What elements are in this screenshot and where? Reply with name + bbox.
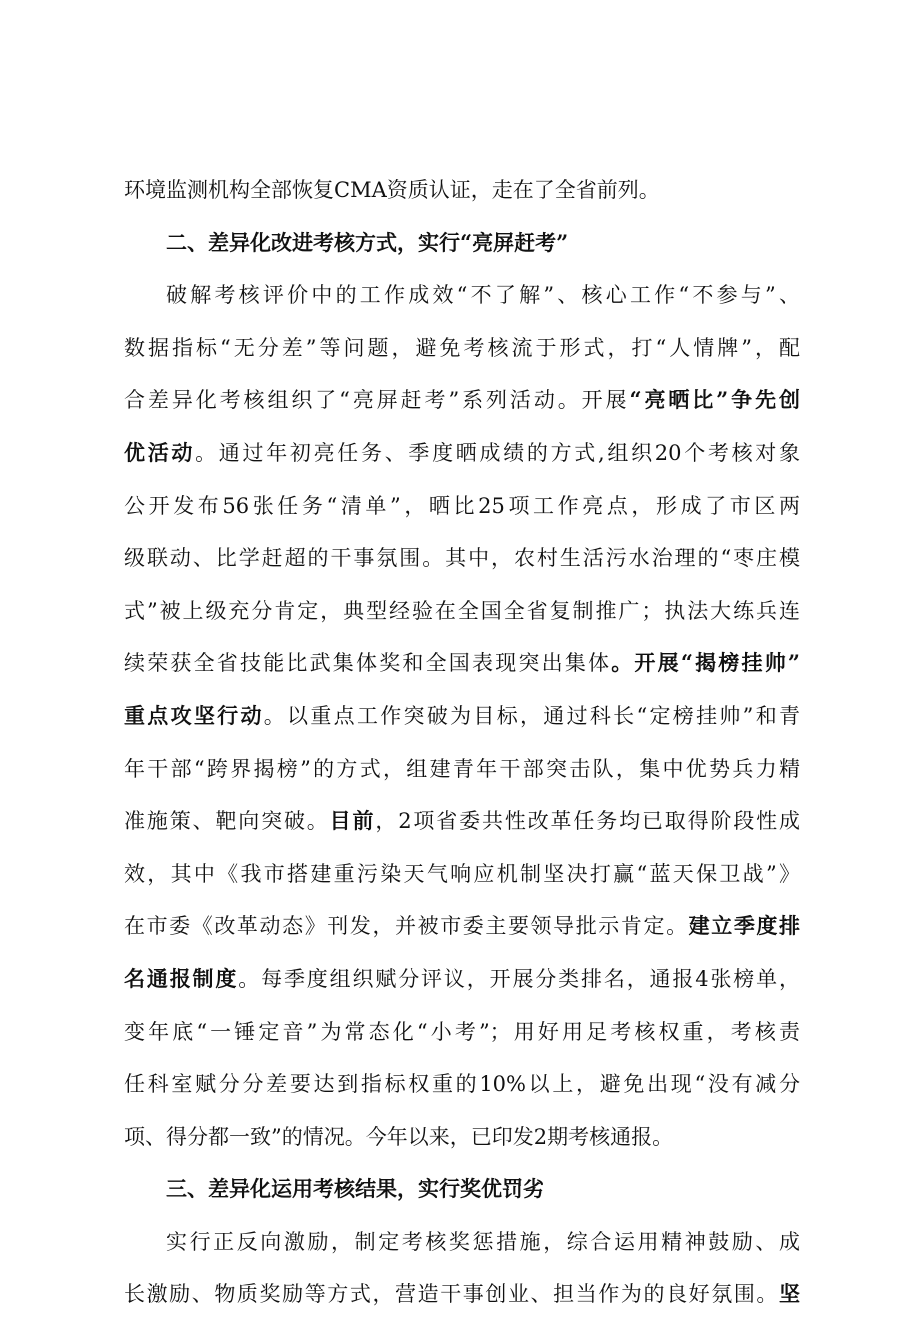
paragraph-line: 级联动、比学赶超的干事氛围。其中，农村生活污水治理的“枣庄模 <box>124 546 800 571</box>
paragraph-line: 公开发布56张任务“清单”，晒比25项工作亮点，形成了市区两 <box>124 493 800 518</box>
paragraph-line: 在市委《改革动态》刊发，并被市委主要领导批示肯定。建立季度排 <box>124 913 801 939</box>
bold-text: 名通报制度 <box>124 965 239 991</box>
paragraph-line: 优活动。通过年初亮任务、季度晒成绩的方式,组织20个考核对象 <box>124 439 800 465</box>
paragraph-line: 破解考核评价中的工作成效“不了解”、核心工作“不参与”、 <box>166 283 800 308</box>
paragraph-line: 数据指标“无分差”等问题，避免考核流于形式，打“人情牌”，配 <box>124 335 800 360</box>
bold-text: 坚 <box>779 1281 800 1307</box>
section-heading-3: 三、差异化运用考核结果，实行奖优罚劣 <box>166 1176 544 1202</box>
paragraph-line: 效，其中《我市搭建重污染天气响应机制坚决打赢“蓝天保卫战”》 <box>124 861 800 886</box>
paragraph-line: 环境监测机构全部恢复CMA资质认证，走在了全省前列。 <box>124 178 660 202</box>
paragraph-line: 任科室赋分分差要达到指标权重的10%以上，避免出现“没有减分 <box>124 1072 800 1097</box>
paragraph-line: 续荣获全省技能比武集体奖和全国表现突出集体。开展“揭榜挂帅” <box>124 650 800 676</box>
bold-text: 重点攻坚行动 <box>124 702 264 728</box>
bold-text: “亮晒比”争先创 <box>629 387 800 413</box>
paragraph-line: 式”被上级充分肯定，典型经验在全国全省复制推广；执法大练兵连 <box>124 598 800 623</box>
bold-text: 。开展“揭榜挂帅” <box>611 650 800 676</box>
paragraph-line: 实行正反向激励，制定考核奖惩措施，综合运用精神鼓励、成 <box>166 1229 800 1254</box>
bold-text: 目前 <box>329 808 376 834</box>
paragraph-line: 合差异化考核组织了“亮屏赶考”系列活动。开展“亮晒比”争先创 <box>124 387 800 413</box>
bold-text: 优活动 <box>124 439 196 465</box>
paragraph-line: 年干部“跨界揭榜”的方式，组建青年干部突击队，集中优势兵力精 <box>124 756 800 781</box>
paragraph-line: 名通报制度。每季度组织赋分评议，开展分类排名，通报4张榜单， <box>124 965 801 991</box>
paragraph-line: 变年底“一锤定音”为常态化“小考”；用好用足考核权重，考核责 <box>124 1019 800 1044</box>
paragraph-line: 长激励、物质奖励等方式，营造干事创业、担当作为的良好氛围。坚 <box>124 1281 800 1307</box>
section-heading-2: 二、差异化改进考核方式，实行“亮屏赶考” <box>166 229 569 255</box>
paragraph-line: 准施策、靶向突破。目前，2项省委共性改革任务均已取得阶段性成 <box>124 808 801 834</box>
paragraph-line: 重点攻坚行动。以重点工作突破为目标，通过科长“定榜挂帅”和青 <box>124 702 800 728</box>
bold-text: 建立季度排 <box>688 913 801 939</box>
document-body <box>124 164 800 1321</box>
paragraph-line: 项、得分都一致”的情况。今年以来，已印发2期考核通报。 <box>124 1124 674 1149</box>
